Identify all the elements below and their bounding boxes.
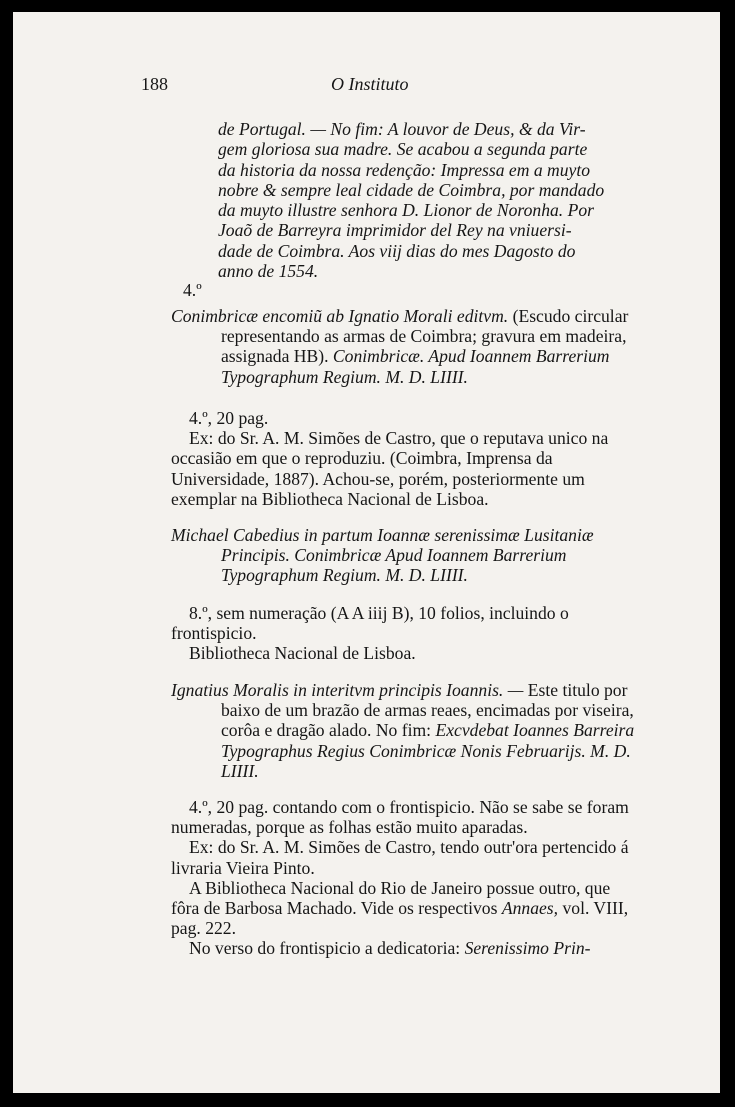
entry-4-paragraph-3: A Bibliotheca Nacional do Rio de Janeiro possue outro, que fôra de Barbosa Machado. Vide os respectivos <box>171 877 611 919</box>
entry-4-details <box>171 797 636 959</box>
entry-1-line: nobre & sempre leal cidade de Coimbra, por mandado <box>218 179 605 200</box>
entry-3-title: Michael Cabedius in partum Ioannæ serenissimæ Lusitaniæ Principis. Conimbricæ Apud Ioannem Barrerium Typographum Regium. M. D. LIIII. <box>171 525 594 586</box>
entry-1-text <box>218 119 638 281</box>
entry-4-title: Ignatius Moralis in interitvm principis Ioannis. — <box>171 680 524 700</box>
entry-1-line: de Portugal. — No fim: A louvor de Deus, & da Vir- <box>218 119 586 139</box>
entry-1-line: Joaõ de Barreyra imprimidor del Rey na vniuersi- <box>218 220 572 241</box>
entry-1-line: da historia da nossa redenção: Impressa em a muyto <box>218 159 591 180</box>
entry-1-format: 4.º <box>183 280 202 300</box>
entry-4-paragraph-2: Ex: do Sr. A. M. Simões de Castro, tendo outr'ora pertencido á livraria Vieira Pinto. <box>171 837 629 878</box>
entry-1-line: anno de 1554. <box>218 261 319 282</box>
entry-3-details <box>171 603 636 664</box>
book-page <box>13 12 720 1093</box>
entry-2-format: 4.º, 20 pag. <box>189 408 269 428</box>
entry-4-paragraph-4: No verso do frontispicio a dedicatoria: <box>189 938 461 959</box>
entry-2-description: (Escudo circular representando as armas de Coimbra; gravura em madeira, assignada HB). <box>221 306 629 367</box>
entry-1-line: gem gloriosa sua madre. Se acabou a segunda parte <box>218 139 588 160</box>
entry-2-title: Conimbricæ encomiũ ab Ignatio Morali editvm. <box>171 306 509 326</box>
entry-4-annaes: Annaes, <box>501 898 559 919</box>
entry-2-note: Ex: do Sr. A. M. Simões de Castro, que o reputava unico na occasião em que o reproduziu. (Coimbra, Imprensa da Universidade, 1887). Achou-se, porém, posteriormente um exemplar na Bibliotheca Nacional de Lisboa. <box>171 428 609 509</box>
entry-1-line: dade de Coimbra. Aos viij dias do mes Dagosto do <box>218 240 576 261</box>
entry-4-colophon: Excvdebat Ioannes Barreira Typographus Regius Conimbricæ Nonis Februarijs. M. D. LIIII. <box>221 720 635 781</box>
entry-2-details <box>171 408 636 509</box>
page-number: 188 <box>141 74 168 94</box>
entry-3-note: Bibliotheca Nacional de Lisboa. <box>189 643 416 664</box>
entry-1-line: da muyto illustre senhora D. Lionor de Noronha. Por <box>218 200 594 221</box>
entry-2-imprint: Conimbricæ. Apud Ioannem Barrerium Typographum Regium. M. D. LIIII. <box>221 346 610 387</box>
entry-3-format: 8.º, sem numeração (A A iiij B), 10 folios, incluindo o frontispicio. <box>171 603 569 644</box>
entry-4-paragraph-1: 4.º, 20 pag. contando com o frontispicio. Não se sabe se foram numeradas, porque as folhas estão muito aparadas. <box>171 797 629 838</box>
entry-4 <box>171 680 636 781</box>
running-title: O Instituto <box>331 74 409 94</box>
entry-4-volume: vol. VIII, pag. 222. <box>171 898 629 939</box>
entry-2 <box>171 306 636 387</box>
entry-4-dedication: Serenissimo Prin- <box>464 938 591 959</box>
entry-3 <box>171 525 636 586</box>
entry-4-description: Este titulo por baixo de um brazão de armas reaes, encimadas por viseira, corôa e dragão alado. No fim: <box>221 680 634 741</box>
